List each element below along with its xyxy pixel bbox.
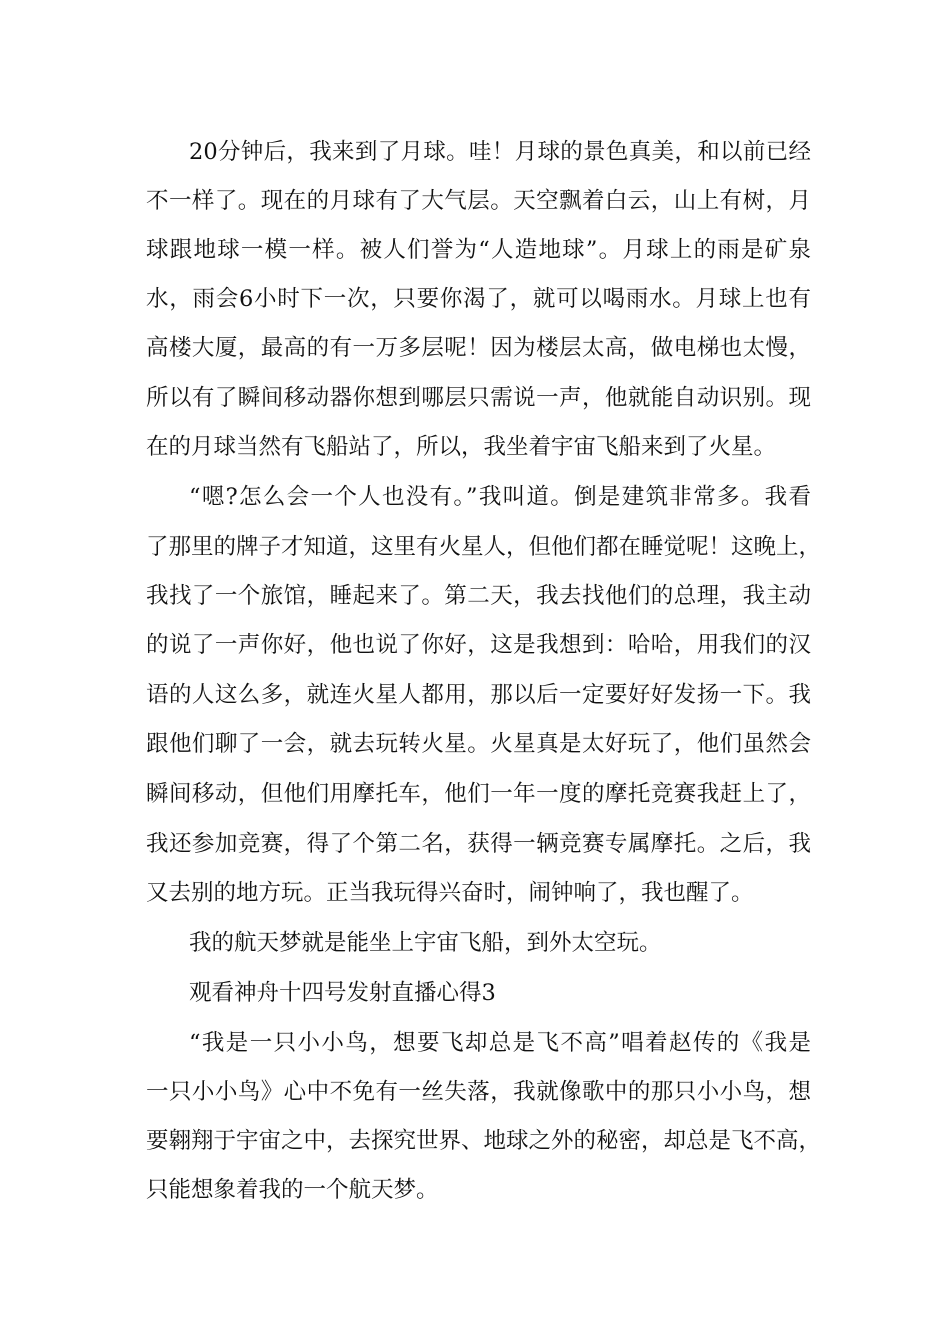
text-line: 只能想象着我的一个航天梦。 (146, 1177, 439, 1203)
section-heading: 观看神舟十四号发射直播心得3 (189, 980, 496, 1006)
text-line: 一只小小鸟》心中不免有一丝失落，我就像歌中的那只小小鸟，想 (146, 1079, 811, 1105)
text-line: 我还参加竞赛，得了个第二名，获得一辆竞赛专属摩托。之后，我 (146, 831, 811, 857)
text-line: 球跟地球一模一样。被人们誉为“人造地球”。月球上的雨是矿泉 (146, 237, 811, 263)
text-line: 不一样了。现在的月球有了大气层。天空飘着白云，山上有树，月 (146, 188, 811, 214)
text-line: “我是一只小小鸟，想要飞却总是飞不高”唱着赵传的《我是 (189, 1030, 811, 1056)
text-line: 在的月球当然有飞船站了，所以，我坐着宇宙飞船来到了火星。 (146, 434, 777, 460)
text-line: 我的航天梦就是能坐上宇宙飞船，到外太空玩。 (189, 930, 662, 956)
text-line: 所以有了瞬间移动器你想到哪层只需说一声，他就能自动识别。现 (146, 385, 811, 411)
text-line: 我找了一个旅馆，睡起来了。第二天，我去找他们的总理，我主动 (146, 583, 811, 609)
text-line: 要翱翔于宇宙之中，去探究世界、地球之外的秘密，却总是飞不高， (146, 1128, 822, 1154)
text-line: 的说了一声你好，他也说了你好，这是我想到：哈哈，用我们的汉 (146, 632, 811, 658)
text-line: 又去别的地方玩。正当我玩得兴奋时，闹钟响了，我也醒了。 (146, 880, 754, 906)
text-line: 语的人这么多，就连火星人都用，那以后一定要好好发扬一下。我 (146, 682, 811, 708)
text-line: 水，雨会6小时下一次，只要你渴了，就可以喝雨水。月球上也有 (146, 286, 811, 312)
text-line: 高楼大厦，最高的有一万多层呢！因为楼层太高，做电梯也太慢， (146, 335, 811, 361)
text-line: 了那里的牌子才知道，这里有火星人，但他们都在睡觉呢！这晚上， (146, 534, 822, 560)
text-line: 瞬间移动，但他们用摩托车，他们一年一度的摩托竞赛我赶上了， (146, 781, 811, 807)
text-line: 跟他们聊了一会，就去玩转火星。火星真是太好玩了，他们虽然会 (146, 731, 811, 757)
text-line: “嗯?怎么会一个人也没有。”我叫道。倒是建筑非常多。我看 (189, 484, 811, 510)
text-line: 20分钟后，我来到了月球。哇！月球的景色真美，和以前已经 (189, 139, 811, 165)
